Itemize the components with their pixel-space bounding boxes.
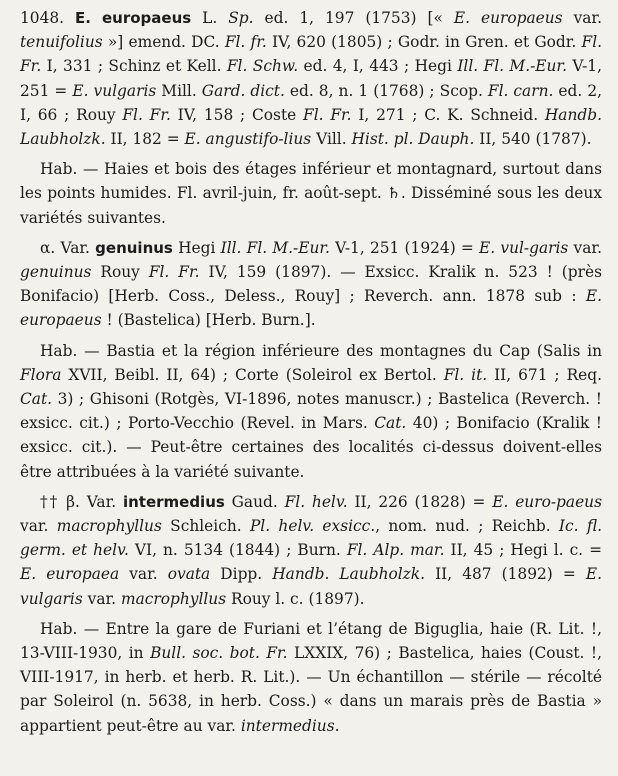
text-run: var. [20,517,57,536]
text-run: Schleich. [161,517,250,536]
genus: E. [75,9,91,27]
italic-run: E. euro-paeus [492,492,602,511]
text-run: , nom. nud. ; Reichb. [375,517,559,536]
variety-beta [20,490,602,611]
italic-run: E. europaeus [20,287,602,330]
text-run: IV, 158 ; Coste [170,105,304,124]
text-run: V-1, 251 = [20,57,602,100]
italic-run: macrophyllus [120,589,227,608]
italic-run: ovata [167,565,211,584]
text-run: †† β. Var. [40,492,123,511]
italic-run: intermedius [240,716,335,735]
text-run: I, 331 ; Schinz et Kell. [41,57,227,76]
text-run: II, 487 (1892) = [425,565,586,584]
italic-run: genuinus [20,263,92,282]
italic-run: Fl. Schw. [226,57,299,76]
italic-run: Fl. carn. [487,81,554,100]
text-run: II, 540 (1787). [474,130,592,149]
text-run: II, 671 ; Req. [487,365,603,384]
bold-run: intermedius [122,492,225,511]
epithet: europaeus [101,9,192,27]
text-run: L. [191,9,229,27]
italic-run: Handb. Laubholzk. [20,105,602,149]
italic-run: Ill. Fl. M.-Eur. [220,238,330,257]
italic-run: Ic. fl. germ. et helv. [20,517,602,560]
text-run: Hab. — Bastia et la région inférieure des montagnes du Cap (Salis in [40,341,602,360]
text-run: I, 271 ; C. K. Schneid. [351,105,545,124]
text-run: ed. 4, I, 443 ; Hegi [298,57,458,76]
text-run: var. [119,565,168,584]
text-run: IV, 159 (1897). — Exsicc. Kralik n. 523 ! (près Bonifacio) [Herb. Coss., Deless., Rouy] ; Reverch. ann. 1878 sub : [20,263,603,306]
italic-run: Bull. soc. bot. Fr. [150,644,288,663]
italic-run: Flora [20,365,62,384]
text-run: ! (Bastelica) [Herb. Burn.]. [101,311,316,330]
text-run: Dipp. [210,565,273,584]
italic-run: macrophyllus [56,517,162,536]
italic-run: Pl. helv. exsicc. [249,517,376,536]
bold-run: genuinus [95,238,173,257]
habitat-beta [20,617,602,738]
italic-run: Sp. [228,9,254,27]
text-run: Hegi [172,238,221,257]
italic-run: E. angustifo-lius [184,130,312,149]
species-entry [20,6,602,151]
text-run: 40) ; Bonifacio (Kralik ! exsicc. cit.). — Peut-être certaines des localités ci-dessus doivent-elles être attribuées à la variété suivante. [20,414,602,481]
text-run: . [334,716,340,735]
italic-run: Handb. Laubholzk. [272,565,425,584]
italic-run: Fl. Fr. [20,33,603,76]
italic-run: Gard. dict. [201,81,285,100]
italic-run: Fl. Fr. [122,105,171,124]
text-run: var. [562,9,602,27]
text-run: Hab. — Entre la gare de Furiani et l’étang de Biguglia, haie (R. Lit. !, 13-VIII-1930, in [20,619,602,663]
italic-run: Cat. [374,414,407,433]
habitat-alpha [20,339,602,484]
text-run: VI, n. 5134 (1844) ; Burn. [128,541,347,560]
text-run: Gaud. [224,492,285,511]
text-run: ed. 8, n. 1 (1768) ; Scop. [284,81,488,100]
text-run: »] emend. DC. [102,33,225,52]
text-run: II, 226 (1828) = [347,492,493,511]
italic-run: Fl. Fr. [303,105,352,124]
text-run: V-1, 251 (1924) = [329,238,480,257]
italic-run: Fl. Alp. mar. [346,541,445,560]
text-run: var. [82,589,121,608]
text-run: α. Var. [40,238,96,257]
italic-run: E. vulgaris [20,565,602,608]
italic-run: E. europaeus [453,9,563,27]
text-run: ed. 2, I, 66 ; Rouy [20,81,603,124]
habitat-species: Hab. — Haies et bois des étages inférieur et montagnard, surtout dans les points humides. Fl. avril-juin, fr. août-sept. ♄. Disséminé sous les deux variétés suivantes. [20,160,602,227]
text-run: Mill. [156,81,202,100]
italic-run: E. vul-garis [479,238,569,257]
italic-run: Fl. it. [443,365,488,384]
italic-run: tenuifolius [20,33,103,52]
entry-citation [20,9,602,148]
text-run: LXXIX, 76) ; Bastelica, haies (Coust. !, VIII-1917, in herb. et herb. R. Lit.). — Un échantillon — stérile — récolté par Soleirol (n. 5638, in herb. Coss.) « dans un marais près de Bastia » appartient peut-être au var. [20,644,602,735]
italic-run: Fl. fr. [224,33,267,52]
italic-run: Hist. pl. Dauph. [351,130,475,149]
italic-run: Fl. Fr. [148,263,200,282]
text-run: var. [568,238,602,257]
text-run: ed. 1, 197 (1753) [« [253,9,454,27]
italic-run: Ill. Fl. M.-Eur. [457,57,567,76]
text-run: Rouy l. c. (1897). [226,589,365,608]
entry-number: 1048. [20,9,65,27]
text-run: Rouy [91,263,149,282]
italic-run: E. europaea [20,565,120,584]
variety-alpha [20,236,602,333]
text-run: XVII, Beibl. II, 64) ; Corte (Soleirol ex Bertol. [61,365,444,384]
italic-run: E. vulgaris [72,81,157,100]
italic-run: Cat. [20,390,53,409]
text-run: II, 45 ; Hegi l. c. = [444,541,602,560]
text-run: Vill. [311,130,352,149]
text-run: IV, 620 (1805) ; Godr. in Gren. et Godr. [266,33,582,52]
italic-run: Fl. helv. [284,492,348,511]
text-run: II, 182 = [105,130,185,149]
text-run: 3) ; Ghisoni (Rotgès, VI-1896, notes manuscr.) ; Bastelica (Reverch. ! exsicc. cit.) ; Porto-Vecchio (Revel. in Mars. [20,390,602,433]
